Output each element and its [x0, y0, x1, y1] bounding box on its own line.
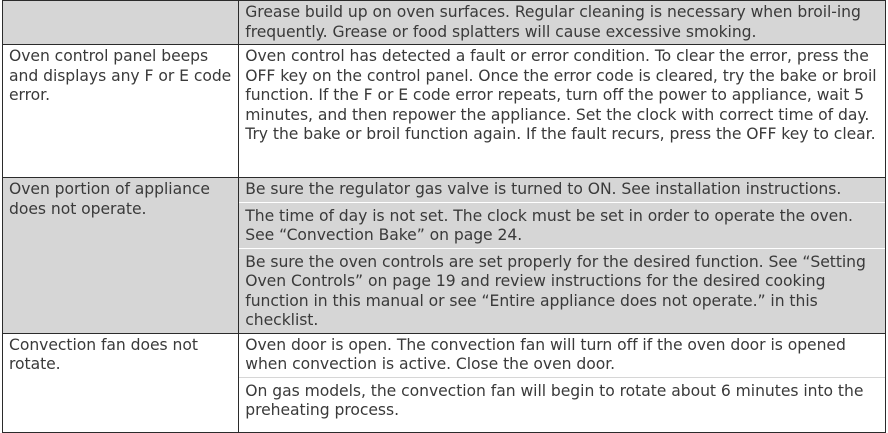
problem-text: Oven portion of appliance does not operate. — [9, 180, 210, 218]
cause-solution-cell — [239, 333, 886, 432]
problem-cell — [3, 178, 239, 334]
cause-text: On gas models, the convection fan will begin to rotate about 6 minutes into the preheating process. — [239, 377, 885, 423]
cause-text: Oven control has detected a fault or error condition. To clear the error, press the OFF key on the control panel. Once the error code is cleared, try the bake or broil function. If the F or E code error repeats, turn off the power to appliance, wait 5 minutes, and then repower the appliance. Set the clock with correct time of day. Try the bake or broil function again. If the fault recurs, press the OFF key to clear. — [245, 47, 877, 143]
table-row — [3, 1, 886, 45]
cause-text — [239, 1, 885, 44]
cause-solution-cell — [239, 178, 886, 334]
cause-solution-cell — [239, 1, 886, 45]
table-row — [3, 45, 886, 178]
cause-text: Be sure the regulator gas valve is turned to ON. See installation instructions. — [245, 180, 842, 198]
table-row — [3, 178, 886, 334]
cause-solution-cell — [239, 45, 886, 178]
problem-cell — [3, 333, 239, 432]
problem-text — [3, 1, 238, 5]
cause-text: The time of day is not set. The clock must be set in order to operate the oven. See “Convection Bake” on page 24. — [239, 202, 885, 248]
table-row — [3, 333, 886, 432]
troubleshooting-table — [2, 0, 886, 433]
problem-text: Convection fan does not rotate. — [9, 335, 198, 373]
cause-text: Oven door is open. The convection fan will turn off if the oven door is opened when convection is active. Close the oven door. — [245, 335, 846, 373]
cause-text: Be sure the oven controls are set properly for the desired function. See “Setting Oven Controls” on page 19 and review instructions for the desired cooking function in this manual or see “Entire appliance does not operate.” in this checklist. — [239, 248, 885, 333]
problem-cell — [3, 45, 239, 178]
cause-text-content: Grease build up on oven surfaces. Regular cleaning is necessary when broil-ing frequently. Grease or food splatters will cause excessive smoking. — [245, 3, 861, 41]
problem-cell — [3, 1, 239, 45]
problem-text: Oven control panel beeps and displays any F or E code error. — [9, 47, 232, 104]
